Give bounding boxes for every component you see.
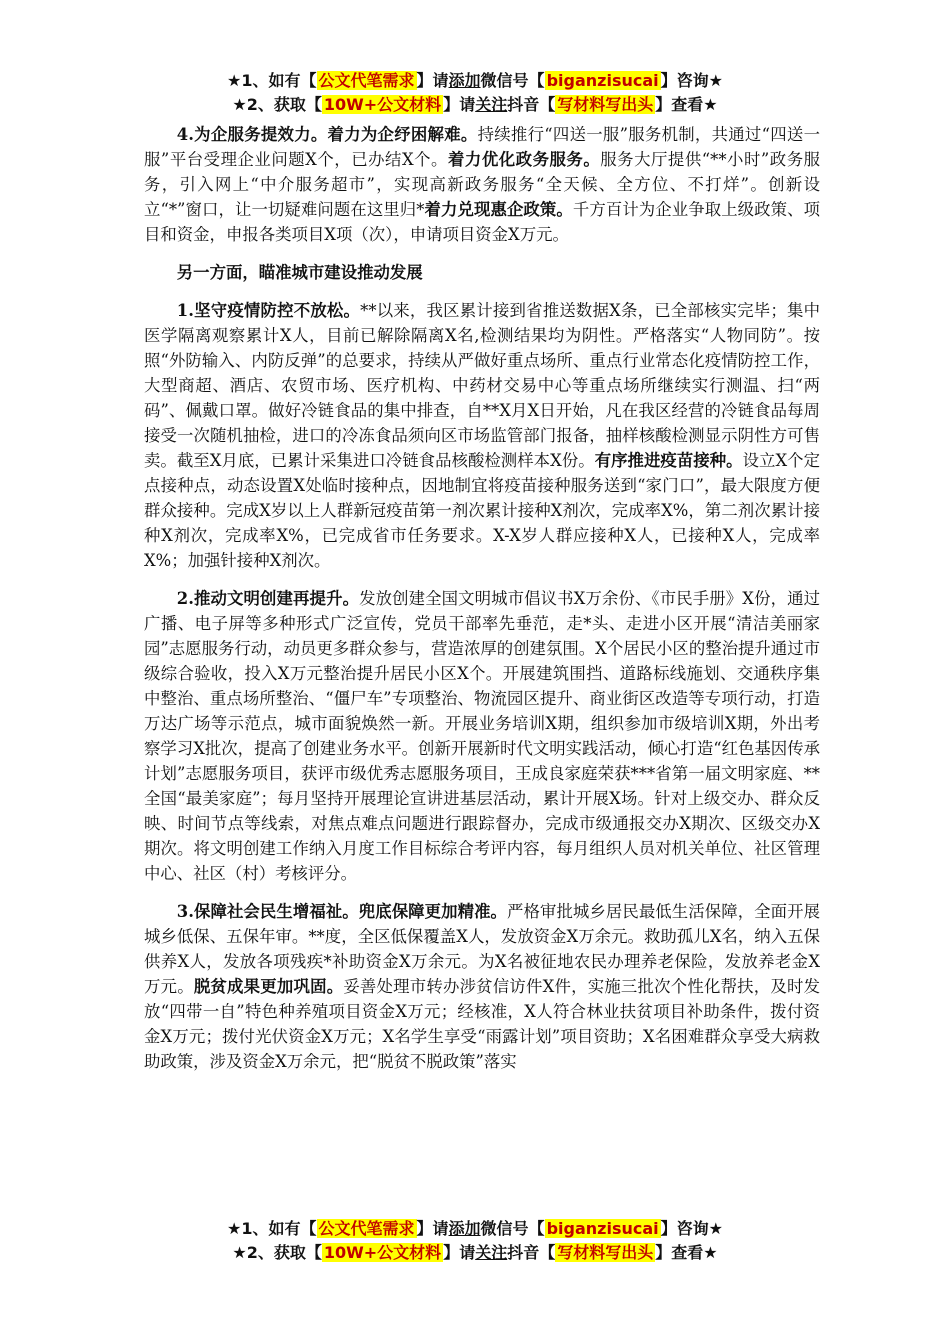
footer-ad-line-1: ★1、如有【 公文代笔需求 】请添加微信号【 biganzisucai 】咨询★ (227, 1219, 723, 1238)
highlight-wechat-id: biganzisucai (546, 71, 659, 90)
document-body (144, 122, 820, 1074)
paragraph-epidemic-control: 1.坚守疫情防控不放松。**以来，我区累计接到省推送数据X条，已全部核实完毕；集中医学隔离观察累计X人，目前已解除隔离X名,检测结果均为阴性。严格落实“人物同防”。按照“外防输入、内防反弹”的总要求，持续从严做好重点场所、重点行业常态化疫情防控工作，大型商超、酒店、农贸市场、医疗机构、中药材交易中心等重点场所继续实行测温、扫“两码”、佩戴口罩。做好冷链食品的集中排查，自**X月X日开始，凡在我区经营的冷链食品每周接受一次随机抽检，进口的冷冻食品须向区市场监管部门报备，抽样核酸检测显示阴性方可售卖。截至X月底，已累计采集进口冷链食品核酸检测样本X份。有序推进疫苗接种。设立X个定点接种点，动态设置X处临时接种点，因地制宜将疫苗接种服务送到“家门口”，最大限度方便群众接种。完成X岁以上人群新冠疫苗第一剂次累计接种X剂次，完成率X%，第二剂次累计接种X剂次，完成率X%，已完成省市任务要求。X-X岁人群应接种X人，已接种X人，完成率X%；加强针接种X剂次。 (144, 301, 820, 570)
paragraph-civilization: 2.推动文明创建再提升。发放创建全国文明城市倡议书X万余份、《市民手册》X份，通过广播、电子屏等多种形式广泛宣传，党员干部率先垂范，走*头、走进小区开展“清洁美丽家园”志愿服务行动，动员更多群众参与，营造浓厚的创建氛围。X个居民小区的整治提升通过市级综合验收，投入X万元整治提升居民小区X个。开展建筑围挡、道路标线施划、交通秩序集中整治、重点场所整治、“僵尸车”专项整治、物流园区提升、商业街区改造等专项行动，打造万达广场等示范点，城市面貌焕然一新。开展业务培训X期，组织参加市级培训X期，外出考察学习X批次，提高了创建业务水平。创新开展新时代文明实践活动，倾心打造“红色基因传承计划”志愿服务项目，获评市级优秀志愿服务项目，王成良家庭荣获***省第一届文明家庭、**全国“最美家庭”；每月坚持开展理论宣讲进基层活动，累计开展X场。针对上级交办、群众反映、时间节点等线索，对焦点难点问题进行跟踪督办，完成市级通报交办X期次、区级交办X期次。将文明创建工作纳入月度工作目标综合考评内容，每月组织人员对机关单位、社区管理中心、社区（村）考核评分。 (144, 589, 820, 883)
highlight-ghostwriting: 公文代笔需求 (318, 71, 415, 90)
highlight-douyin: 写材料写出头 (557, 95, 654, 114)
paragraph-livelihood: 3.保障社会民生增福祉。兜底保障更加精准。严格审批城乡居民最低生活保障，全面开展城乡低保、五保年审。**度，全区低保覆盖X人，发放资金X万余元。救助孤儿X名，纳入五保供养X人，发放各项残疾*补助资金X万余元。为X名被征地农民办理养老保险，发放养老金X万元。脱贫成果更加巩固。妥善处理市转办涉贫信访件X件，实施三批次个性化帮扶，及时发放“四带一自”特色种养殖项目资金X万元；经核准，X人符合林业扶贫项目补助条件，拨付资金X万元；拨付光伏资金X万元；X名学生享受“雨露计划”项目资助；X名困难群众享受大病救助政策，涉及资金X万余元，把“脱贫不脱政策”落实 (144, 902, 821, 1071)
highlight-materials: 10W+公文材料 (323, 95, 442, 114)
section-heading: 另一方面，瞄准城市建设推动发展 (176, 263, 423, 282)
paragraph-enterprise-service: 4.为企服务提效力。着力为企纾困解难。持续推行“四送一服”服务机制，共通过“四送一服”平台受理企业问题X个，已办结X个。着力优化政务服务。服务大厅提供“**小时”政务服务，引入网上“中介服务超市”，实现高新政务服务“全天候、全方位、不打烊”。创新设立“*”窗口，让一切疑难问题在这里归*着力兑现惠企政策。千方百计为企业争取上级政策、项目和资金，申报各类项目X项（次），申请项目资金X万元。 (144, 125, 821, 244)
header-ad-line-1: ★1、如有【 公文代笔需求 】请添加微信号【 biganzisucai 】咨询★ (227, 71, 723, 90)
footer-ad-line-2: ★2、获取【 10W+公文材料 】请关注抖音【 写材料写出头 】查看★ (232, 1243, 718, 1262)
header-ad-line-2: ★2、获取【 10W+公文材料 】请关注抖音【 写材料写出头 】查看★ (232, 95, 718, 114)
